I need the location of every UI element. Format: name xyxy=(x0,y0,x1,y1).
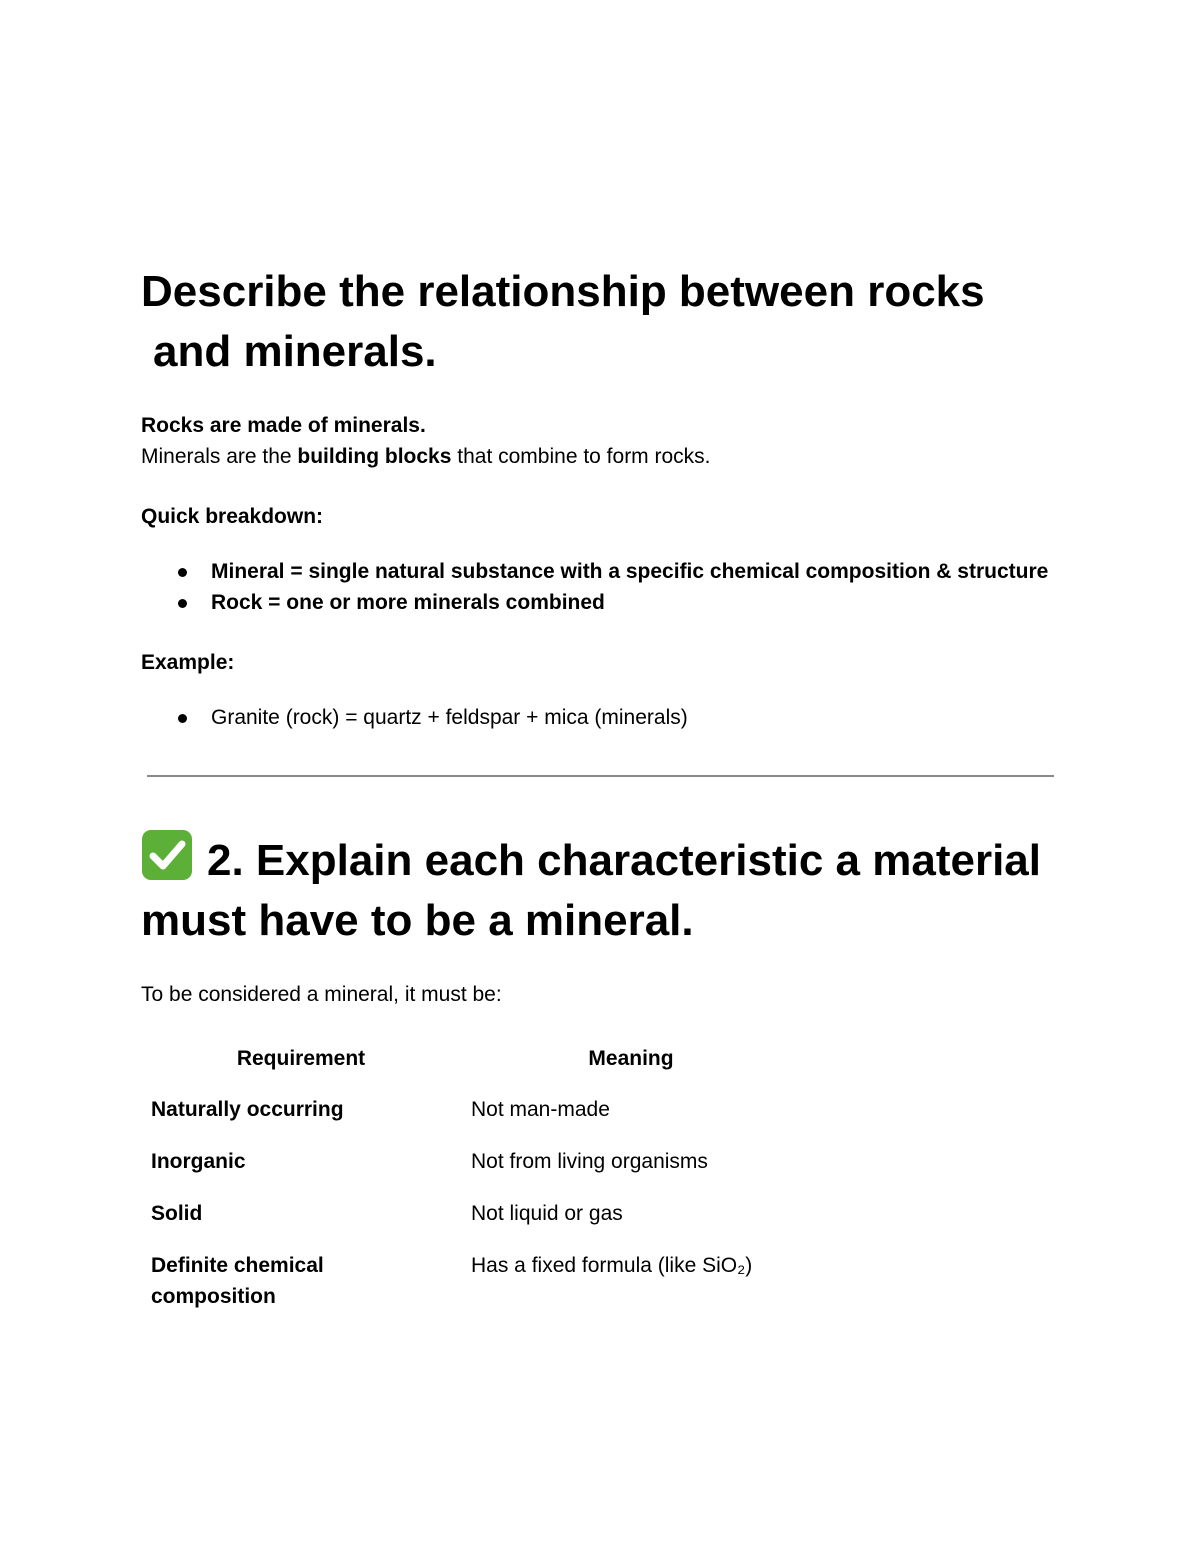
table-header-row xyxy=(141,1043,801,1094)
section1-lead: Rocks are made of minerals. xyxy=(141,414,426,437)
bullet-icon xyxy=(178,568,187,577)
meaning-cell: Not man-made xyxy=(471,1098,610,1121)
section1-sentence xyxy=(141,441,1056,472)
bullet-icon xyxy=(178,714,187,723)
section2-intro: To be considered a mineral, it must be: xyxy=(141,983,502,1006)
document-page xyxy=(141,262,1056,1333)
sentence-pre: Minerals are the xyxy=(141,445,298,468)
meaning-cell: Not from living organisms xyxy=(471,1150,708,1173)
bullet-icon xyxy=(178,599,187,608)
list-item: Granite (rock) = quartz + feldspar + mica (minerals) xyxy=(211,702,1056,733)
sentence-post: that combine to form rocks. xyxy=(451,445,711,468)
table-row xyxy=(141,1146,801,1198)
column-header-meaning: Meaning xyxy=(588,1047,674,1070)
meaning-cell: Has a fixed formula (like SiO₂) xyxy=(471,1254,753,1277)
section1-title: Describe the relationship between rocks and minerals. xyxy=(141,267,985,376)
list-item: Rock = one or more minerals combined xyxy=(211,587,1056,618)
breakdown-list xyxy=(141,556,1056,618)
sentence-bold: building blocks xyxy=(297,445,452,468)
list-item: Mineral = single natural substance with a specific chemical composition & structure xyxy=(211,556,1056,587)
section2-title: 2. Explain each characteristic a material must have to be a mineral. xyxy=(141,829,1056,951)
requirements-table xyxy=(141,1043,801,1333)
requirement-cell: Inorganic xyxy=(151,1150,246,1173)
breakdown-heading: Quick breakdown: xyxy=(141,505,324,528)
check-mark-button-icon xyxy=(141,829,193,881)
requirement-cell: Naturally occurring xyxy=(151,1098,344,1121)
table-row xyxy=(141,1250,801,1333)
table-row xyxy=(141,1094,801,1146)
example-heading: Example: xyxy=(141,651,235,674)
meaning-cell: Not liquid or gas xyxy=(471,1202,623,1225)
table-row xyxy=(141,1198,801,1250)
requirement-cell: Definite chemical composition xyxy=(151,1254,324,1308)
requirement-cell: Solid xyxy=(151,1202,203,1225)
column-header-requirement: Requirement xyxy=(236,1047,366,1070)
example-list xyxy=(141,702,1056,733)
